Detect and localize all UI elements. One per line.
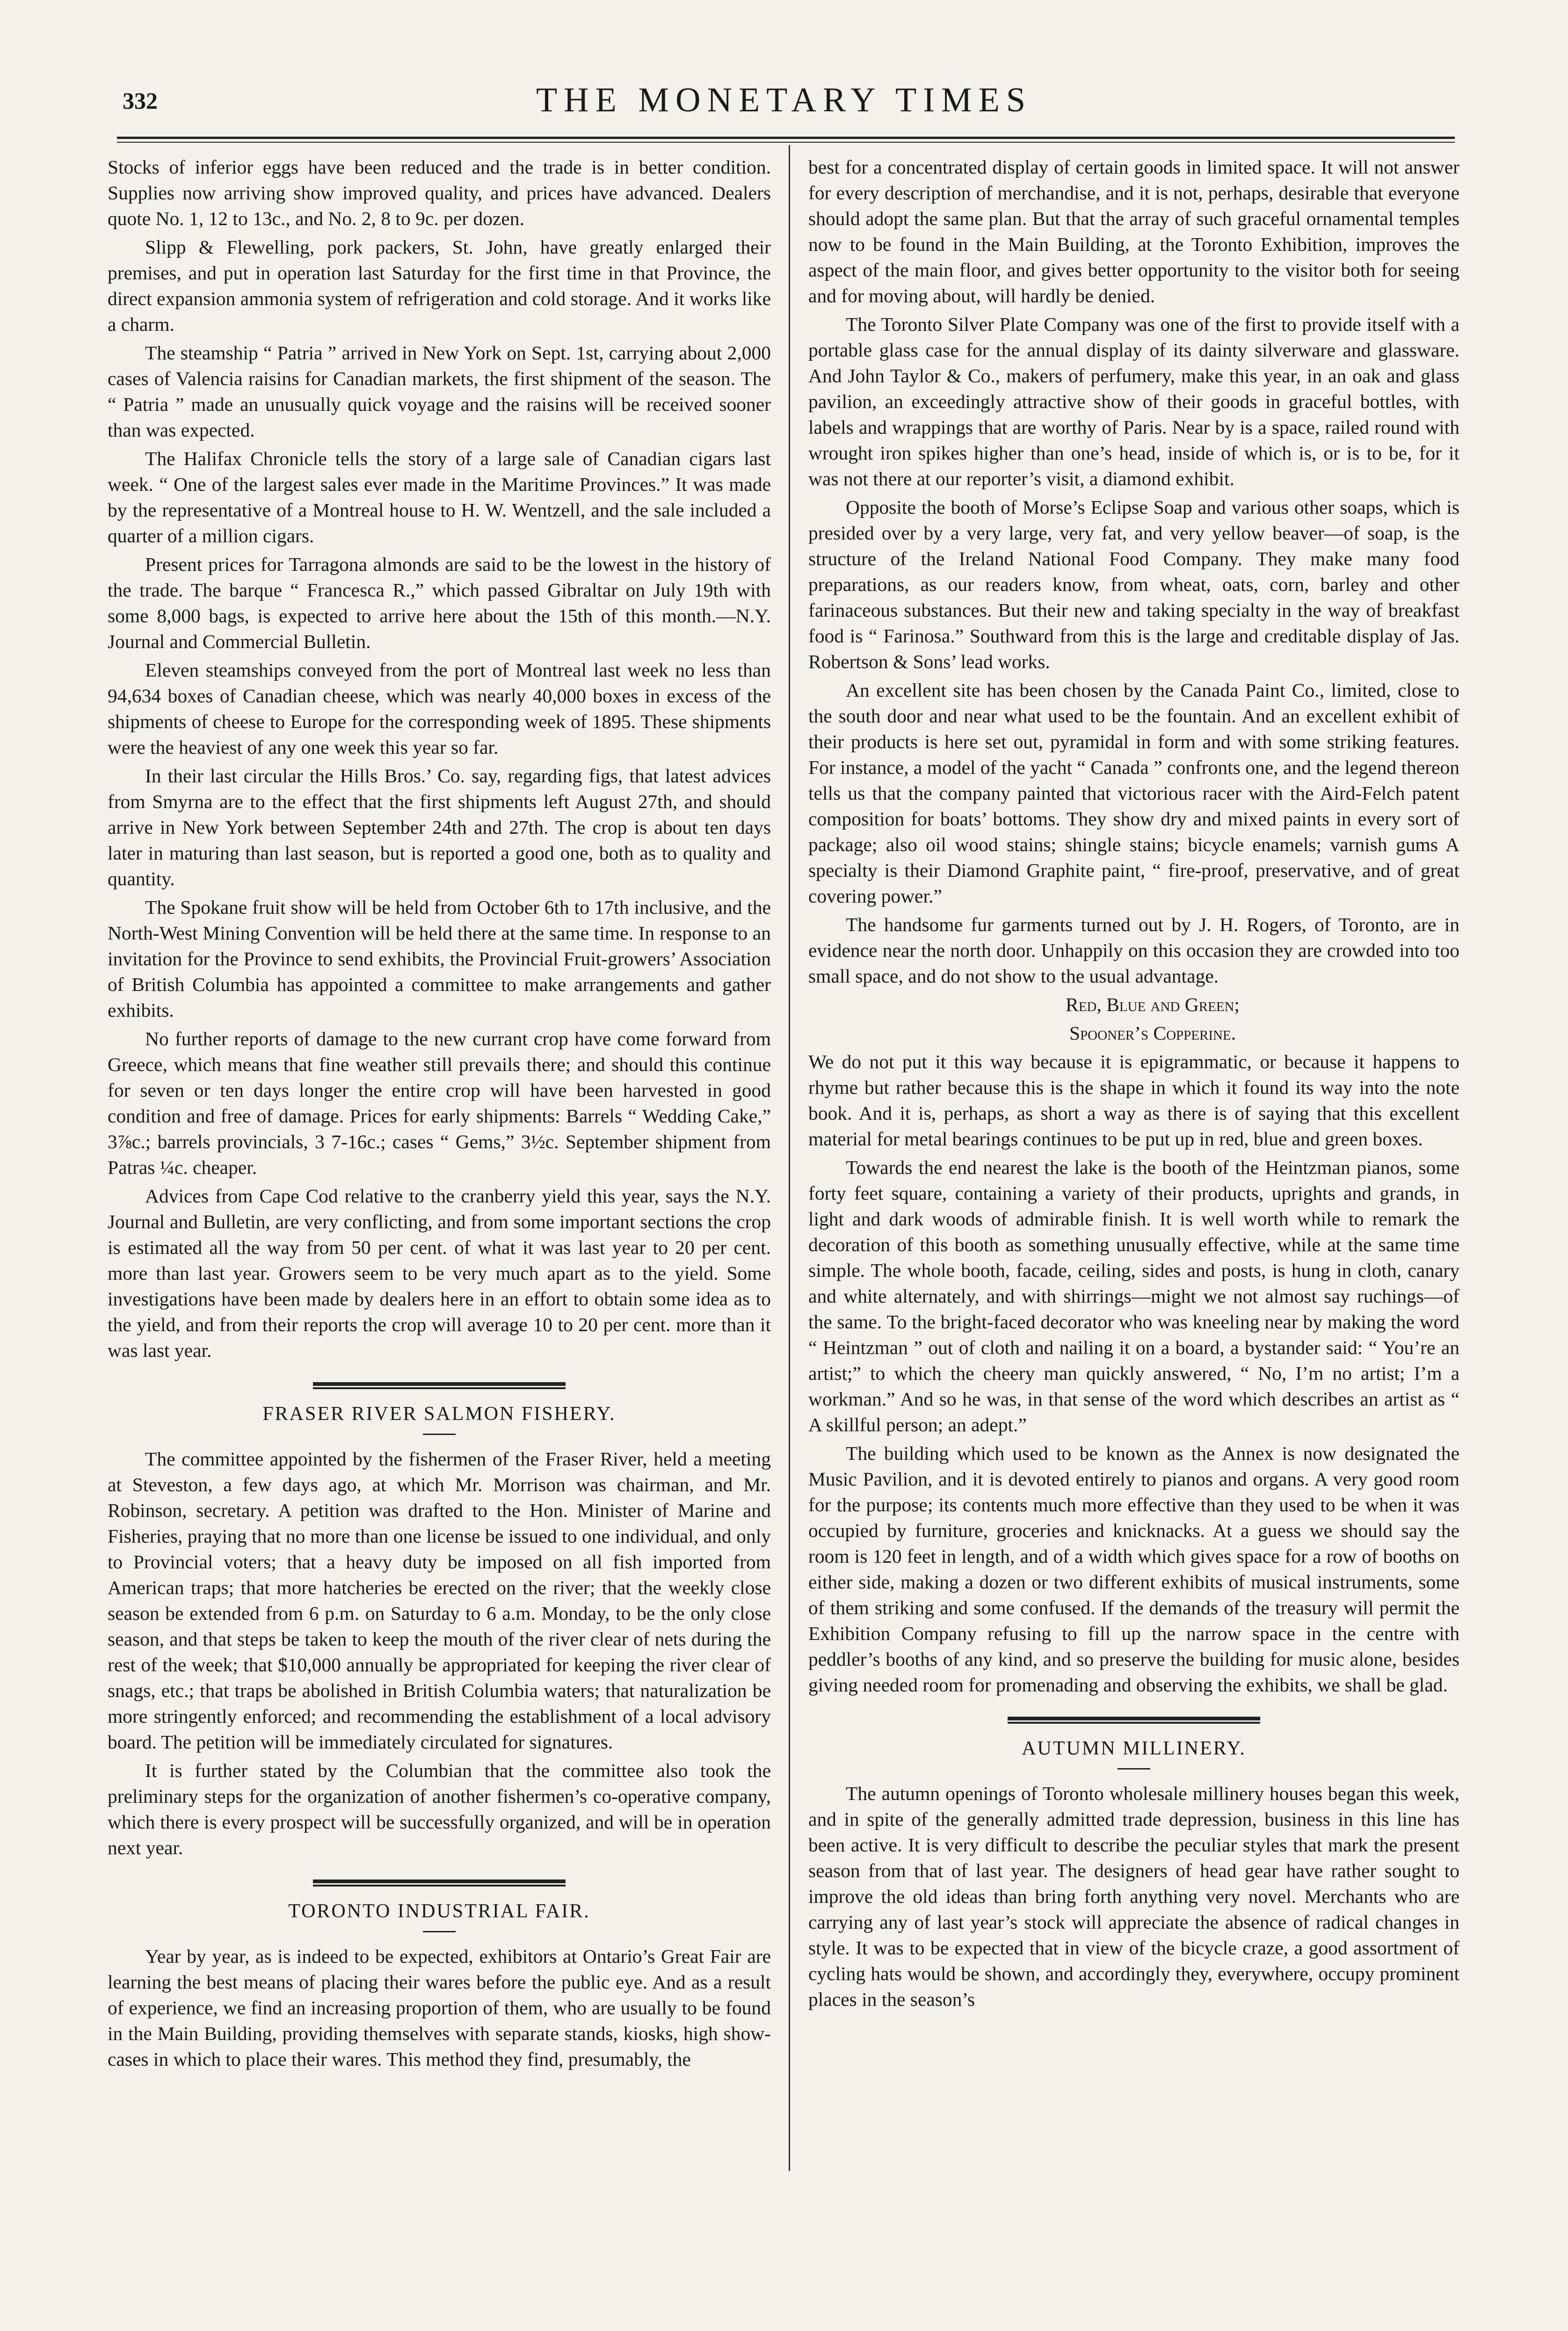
paragraph: Eleven steamships conveyed from the port of Montreal last week no less than 94,634 boxes of Canadian cheese, which was nearly 40,000 boxes in excess of the shipments of cheese to Europe for the corresponding week of 1895. These shipments were the heaviest of any one week this year so far. [108,659,771,758]
masthead: THE MONETARY TIMES [536,81,1032,119]
paragraph: The committee appointed by the fishermen of the Fraser River, held a meeting at Steveston, a few days ago, at which Mr. Morrison was chairman, and Mr. Robinson, secretary. A petition was drafted to the Hon. Minister of Marine and Fisheries, praying that no more than one license be issued to one individual, and only to Provincial voters; that a heavy duty be imposed on all fish imported from American traps; that more hatcheries be erected on the river; that the weekly close season be extended from 6 p.m. on Saturday to 6 a.m. Monday, to be the only close season, and that steps be taken to keep the mouth of the river clear of nets during the rest of the week; that $10,000 annually be appropriated for keeping the river clear of snags, etc.; that traps be abolished in British Columbia waters; that naturalization be more stringently enforced; and recommending the establishment of a local advisory board. The petition will be immediately circulated for signatures. [108,1448,771,1753]
header-rule-thin [117,142,1455,143]
paragraph: best for a concentrated display of certain goods in limited space. It will not answer for every description of merchandise, and it is not, perhaps, desirable that everyone should adopt the same plan. But that the array of such graceful ornamental temples now to be found in the Main Building, at the Toronto Exhibition, improves the aspect of the main floor, and gives better opportunity to the visitor both for seeing and for moving about, will hardly be denied. [808,156,1459,306]
left-column [108,154,771,2075]
verse-line: Spooner’s Copperine. [1069,1022,1236,1044]
section-heading-millinery [808,1717,1459,1770]
right-column [808,154,1459,2015]
section-heading-fraser [108,1382,771,1435]
heading-dash [423,1434,456,1435]
header-rule [117,137,1455,139]
paragraph: We do not put it this way because it is epigrammatic, or because it happens to rhyme but rather because this is the shape in which it found its way into the note book. And it is, perhaps, as short a way as there is of saying that this excellent material for metal bearings continues to be put up in red, blue and green boxes. [808,1051,1459,1150]
page-number: 332 [123,87,158,114]
paragraph: Advices from Cape Cod relative to the cranberry yield this year, says the N.Y. Journal and Bulletin, are very conflicting, and from some important sections the crop is estimated all the way from 50 per cent. of what it was last year to 20 per cent. more than last year. Growers seem to be very much apart as to the yield. Some investigations have been made by dealers here in an effort to obtain some idea as to the yield, and from their reports the crop will average 10 to 20 per cent. more than it was last year. [108,1185,771,1361]
paragraph: The Toronto Silver Plate Company was one of the first to provide itself with a portable glass case for the annual display of its dainty silverware and glassware. And John Taylor & Co., makers of perfumery, make this year, in an oak and glass pavilion, an exceedingly attractive show of their goods in graceful bottles, with labels and wrappings that are worthy of Paris. Near by is a space, railed round with wrought iron spikes higher than one’s head, inside of which is, or is to be, for it was not there at our reporter’s visit, a diamond exhibit. [808,313,1459,489]
paragraph: The Spokane fruit show will be held from October 6th to 17th inclusive, and the North-West Mining Convention will be held there at the same time. In response to an invitation for the Province to send exhibits, the Provincial Fruit-growers’ Association of British Columbia has appointed a committee to make arrangements and gather exhibits. [108,896,771,1021]
paragraph: The building which used to be known as the Annex is now designated the Music Pavilion, and it is devoted entirely to pianos and organs. A very good room for the purpose; its contents much more effective than they used to be when it was occupied by furniture, groceries and knicknacks. At a guess we should say the room is 120 feet in length, and of a width which gives space for a row of booths on either side, making a dozen or two different exhibits of musical instruments, some of them striking and some confused. If the demands of the treasury will permit the Exhibition Company refusing to fill up the narrow space in the centre with peddler’s booths of any kind, and so preserve the building for music alone, besides giving needed room for promenading and observing the exhibits, we shall be glad. [808,1442,1459,1696]
paragraph: In their last circular the Hills Bros.’ Co. say, regarding figs, that latest advices from Smyrna are to the effect that the first shipments left August 27th, and should arrive in New York between September 24th and 27th. The crop is about ten days later in maturing than last season, but is reported a good one, both as to quality and quantity. [108,765,771,889]
paragraph: Year by year, as is indeed to be expected, exhibitors at Ontario’s Great Fair are learning the best means of placing their wares before the public eye. And as a result of experience, we find an increasing proportion of them, who are usually to be found in the Main Building, providing themselves with separate stands, kiosks, high show-cases in which to place their wares. This method they find, presumably, the [108,1945,771,2070]
paragraph: The steamship “ Patria ” arrived in New York on Sept. 1st, carrying about 2,000 cases of Valencia raisins for Canadian markets, the first shipment of the season. The “ Patria ” made an unusually quick voyage and the raisins will be received sooner than was expected. [108,342,771,441]
column-divider [789,145,790,2171]
paragraph: The Halifax Chronicle tells the story of a large sale of Canadian cigars last week. “ One of the largest sales ever made in the Maritime Provinces.” It was made by the representative of a Montreal house to H. W. Wentzell, and the sale included a quarter of a million cigars. [108,448,771,546]
paragraph: An excellent site has been chosen by the Canada Paint Co., limited, close to the south door and near what used to be the fountain. And an excellent exhibit of their products is here set out, pyramidal in form and with some striking features. For instance, a model of the yacht “ Canada ” confronts one, and the legend thereon tells us that the company painted that victorious racer with the Aird-Felch patent composition for boats’ bottoms. They show dry and mixed paints in every sort of package; also oil wood stains; shingle stains; bicycle enamels; varnish gums A specialty is their Diamond Graphite paint, “ fire-proof, preservative, and of great covering power.” [808,679,1459,907]
paragraph: No further reports of damage to the new currant crop have come forward from Greece, which means that fine weather still prevails there; and should this continue for seven or ten days longer the entire crop will have been harvested in good condition and free of damage. Prices for early shipments: Barrels “ Wedding Cake,” 3⅞c.; barrels provincials, 3 7-16c.; cases “ Gems,” 3½c. September shipment from Patras ¼c. cheaper. [108,1028,771,1178]
paragraph: Opposite the booth of Morse’s Eclipse Soap and various other soaps, which is presided over by a very large, very fat, and very yellow beaver—of soap, is the structure of the Ireland National Food Company. They make many food preparations, as our readers know, from wheat, oats, corn, barley and other farinaceous substances. But their new and taking specialty in the way of breakfast food is “ Farinosa.” Southward from this is the large and creditable display of Jas. Robertson & Sons’ lead works. [808,496,1459,672]
heading-rule [313,1382,566,1387]
verse-line: Red, Blue and Green; [1066,994,1240,1015]
paragraph: Slipp & Flewelling, pork packers, St. John, have greatly enlarged their premises, and put in operation last Saturday for the first time in that Province, the direct expansion ammonia system of refrigeration and cold storage. And it works like a charm. [108,236,771,335]
heading-title: TORONTO INDUSTRIAL FAIR. [288,1901,590,1922]
paragraph: Present prices for Tarragona almonds are said to be the lowest in the history of the trade. The barque “ Francesca R.,” which passed Gibraltar on July 19th with some 8,000 bags, is expected to arrive here about the 15th of this month.—N.Y. Journal and Commercial Bulletin. [108,554,771,652]
heading-dash [423,1931,456,1932]
section-heading-toronto [108,1879,771,1932]
paragraph: Stocks of inferior eggs have been reduced and the trade is in better condition. Supplies now arriving show improved quality, and prices have advanced. Dealers quote No. 1, 12 to 13c., and No. 2, 8 to 9c. per dozen. [108,156,771,229]
heading-rule [313,1879,566,1885]
paragraph: It is further stated by the Columbian that the committee also took the preliminary steps for the organization of another fishermen’s co-operative company, which there is every prospect will be successfully organized, and will be in operation next year. [108,1760,771,1858]
paragraph: The handsome fur garments turned out by J. H. Rogers, of Toronto, are in evidence near the north door. Unhappily on this occasion they are crowded into too small space, and do not show to the usual advantage. [808,914,1459,987]
paragraph: The autumn openings of Toronto wholesale millinery houses began this week, and in spite of the generally admitted trade depression, business in this line has been active. It is very difficult to describe the peculiar styles that mark the present season from that of last year. The designers of head gear have rather sought to improve the old ideas than bring forth anything very novel. Merchants who are carrying any of last year’s stock will appreciate the absence of radical changes in style. It was to be expected that in view of the bicycle craze, a good assortment of cycling hats would be shown, and accordingly they, everywhere, occupy prominent places in the season’s [808,1783,1459,2010]
heading-dash [1118,1768,1150,1770]
heading-title: AUTUMN MILLINERY. [1022,1738,1246,1759]
paragraph: Towards the end nearest the lake is the booth of the Heintzman pianos, some forty feet square, containing a variety of their products, uprights and grands, in light and dark woods of admirable finish. It is well worth while to remark the decoration of this booth as something unusually effective, while at the same time simple. The whole booth, facade, ceiling, sides and posts, is hung in cloth, canary and white alternately, and with shirrings—might we not almost say ruchings—of the same. To the bright-faced decorator who was kneeling near by making the word “ Heintzman ” out of cloth and nailing it on a board, a bystander said: “ You’re an artist;” to which the cheery man quickly answered, “ No, I’m no artist; I’m a workman.” And so he was, in that sense of the word which describes an artist as “ A skillful person; an adept.” [808,1157,1459,1435]
heading-title: FRASER RIVER SALMON FISHERY. [262,1403,616,1425]
heading-rule [1008,1717,1260,1722]
